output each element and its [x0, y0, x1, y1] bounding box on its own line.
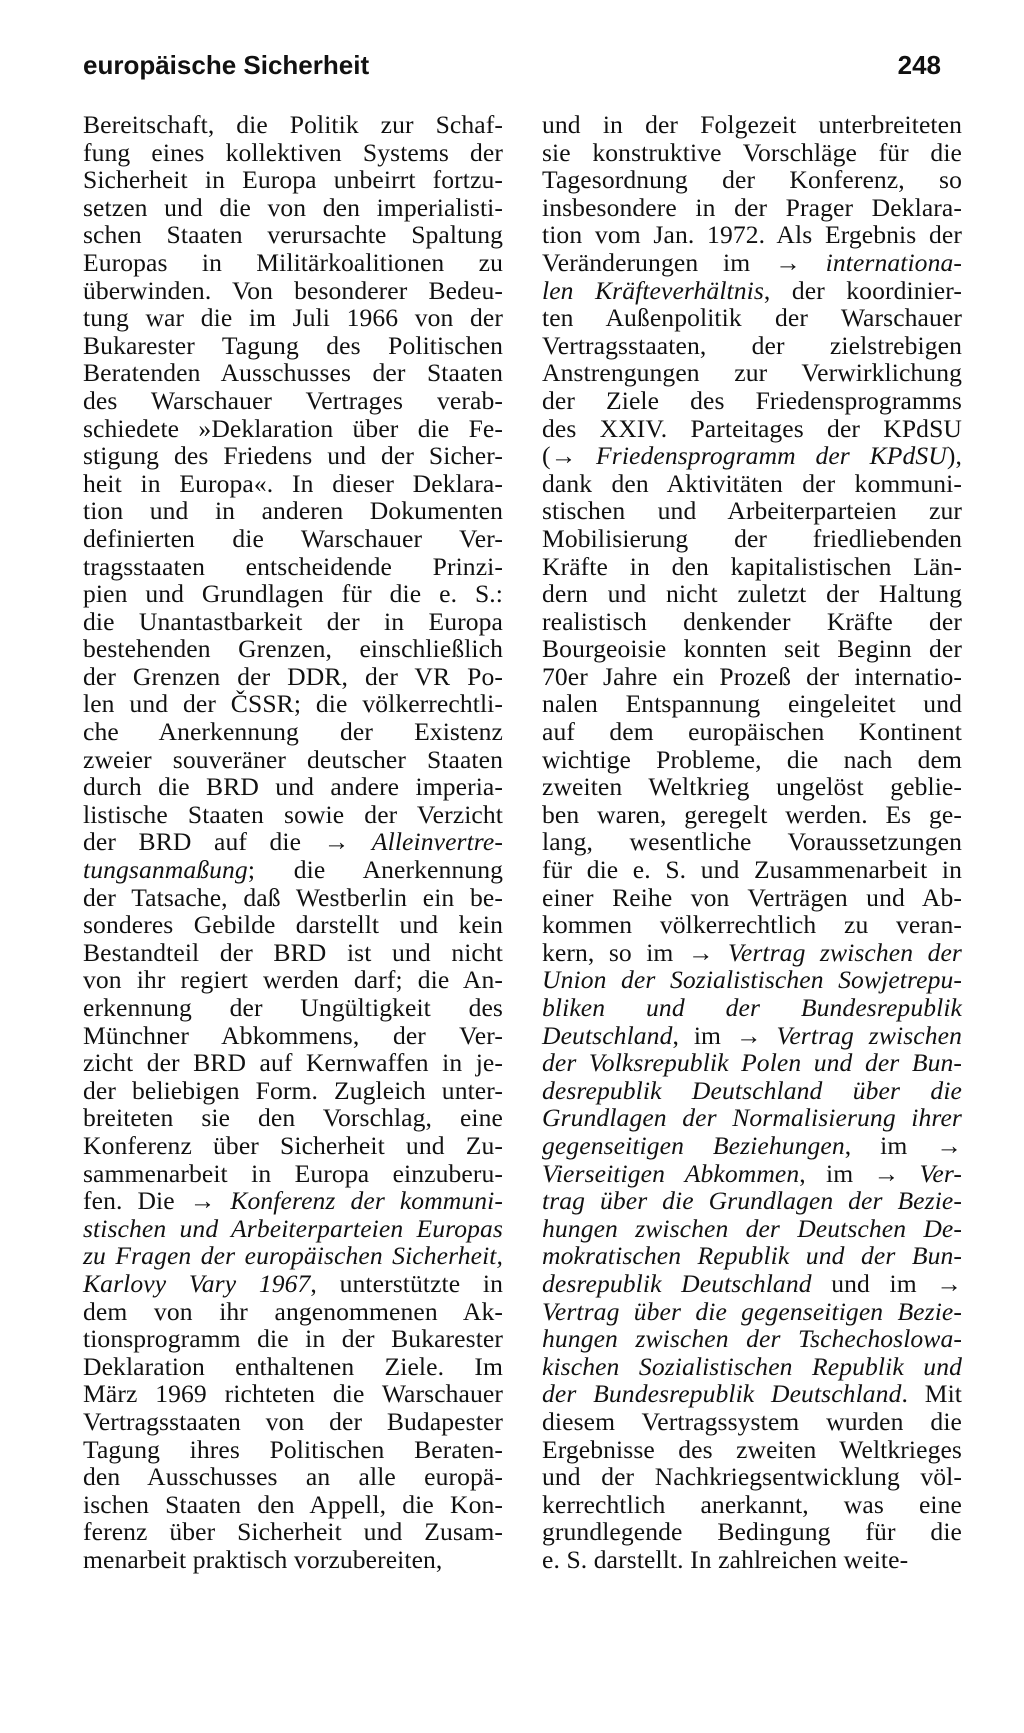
text-line [542, 470, 962, 498]
italic-reference: Deutschland [542, 1020, 673, 1050]
text-line [542, 580, 962, 608]
text-segment: Kräfte in den kapitalistischen Län- [542, 551, 962, 581]
text-segment: ; die Anerkennung [247, 855, 503, 885]
text-line [542, 1463, 962, 1491]
text-segment: realistisch denkender Kräfte der [542, 606, 962, 636]
text-segment: Konferenz über Sicherheit und Zu- [83, 1130, 503, 1160]
text-line [542, 1518, 962, 1546]
text-line [542, 1242, 962, 1270]
italic-reference: Union der Sozialistischen Sowjetrepu- [542, 965, 962, 995]
italic-reference: Ver- [919, 1158, 963, 1188]
text-line [542, 1104, 962, 1132]
text-line [83, 194, 503, 222]
text-line [83, 1022, 503, 1050]
text-line [542, 1077, 962, 1105]
text-segment: e. S. darstellt. In zahlreichen weite- [542, 1544, 909, 1574]
italic-reference: Vertrag zwischen der [728, 937, 962, 967]
text-line [83, 1325, 503, 1353]
italic-reference: der Volksrepublik Polen und der Bun- [542, 1048, 962, 1078]
text-line [83, 580, 503, 608]
text-line [542, 1215, 962, 1243]
text-segment: , der koordinier- [763, 275, 962, 305]
text-segment: tionsprogramm die in der Bukarester [83, 1324, 503, 1354]
text-segment: Deklaration enthaltenen Ziele. Im [83, 1351, 503, 1381]
italic-reference: stischen und Arbeiterparteien Europas [83, 1213, 503, 1243]
text-column-right [542, 111, 962, 1573]
text-line [542, 249, 962, 277]
text-segment: sie konstruktive Vorschläge für die [542, 137, 962, 167]
text-column-left [83, 111, 503, 1573]
text-segment: setzen und die von den imperialisti- [83, 192, 503, 222]
text-line [83, 553, 503, 581]
text-segment: März 1969 richteten die Warschauer [83, 1379, 503, 1409]
italic-reference: len Kräfteverhältnis [542, 275, 764, 305]
text-segment: , im → [799, 1158, 920, 1188]
text-line [83, 1077, 503, 1105]
text-segment: stigung des Friedens und der Sicher- [83, 441, 503, 471]
text-segment: dank den Aktivitäten der kommuni- [542, 468, 962, 498]
text-segment: und in der Folgezeit unterbreiteten [542, 110, 962, 139]
text-segment: dem von ihr angenommenen Ak- [83, 1296, 503, 1326]
text-segment: (→ [542, 441, 597, 471]
italic-reference: bliken und der Bundesrepublik [542, 993, 962, 1022]
text-line [83, 387, 503, 415]
text-segment: schen Staaten verursachte Spaltung [83, 220, 503, 250]
text-line [542, 553, 962, 581]
text-line [83, 166, 503, 194]
text-line [83, 1463, 503, 1491]
text-line [83, 718, 503, 746]
text-line [542, 415, 962, 443]
text-segment: Sicherheit in Europa unbeirrt fortzu- [83, 165, 503, 195]
text-line [542, 332, 962, 360]
text-line [542, 1049, 962, 1077]
text-segment: ischen Staaten den Appell, die Kon- [83, 1489, 503, 1519]
text-segment: Europas in Militärkoalitionen zu [83, 247, 503, 277]
text-line [542, 194, 962, 222]
italic-reference: Alleinvertre- [371, 827, 503, 857]
text-segment: pien und Grundlagen für die e. S.: [83, 579, 503, 609]
text-line [83, 277, 503, 305]
text-segment: Bourgeoisie konnten seit Beginn der [542, 634, 962, 664]
text-line [83, 1049, 503, 1077]
text-line [542, 442, 962, 470]
text-line [83, 690, 503, 718]
text-line [542, 387, 962, 415]
text-line [83, 249, 503, 277]
text-segment: kern, so im → [542, 937, 728, 967]
italic-reference: Vertrag über die gegenseitigen Bezie- [542, 1296, 962, 1326]
text-segment: insbesondere in der Prager Deklara- [542, 192, 962, 222]
text-segment: wichtige Probleme, die nach dem [542, 744, 962, 774]
text-line [83, 1132, 503, 1160]
text-segment: den Ausschusses an alle europä- [83, 1462, 503, 1492]
text-segment: Vertragsstaaten, der zielstrebigen [542, 330, 962, 360]
text-line [83, 911, 503, 939]
text-segment: von ihr regiert werden darf; die An- [83, 965, 503, 995]
text-segment: auf dem europäischen Kontinent [542, 717, 962, 747]
text-segment: Bukarester Tagung des Politischen [83, 330, 503, 360]
text-line [542, 608, 962, 636]
text-segment: des Warschauer Vertrages verab- [83, 385, 503, 415]
text-segment: tragsstaaten entscheidende Prinzi- [83, 551, 503, 581]
text-line [83, 359, 503, 387]
text-line [542, 1380, 962, 1408]
text-line [542, 166, 962, 194]
text-segment: grundlegende Bedingung für die [542, 1517, 962, 1547]
text-line [83, 1104, 503, 1132]
text-segment: und im → [811, 1268, 962, 1298]
page-number: 248 [897, 50, 941, 80]
text-line [83, 801, 503, 829]
italic-reference: kischen Sozialistischen Republik und [542, 1351, 962, 1381]
text-line [542, 635, 962, 663]
italic-reference: Konferenz der kommuni- [230, 1186, 503, 1216]
text-line [83, 966, 503, 994]
italic-reference: Friedensprogramm der KPdSU [596, 441, 947, 471]
text-line [542, 1022, 962, 1050]
text-segment: Münchner Abkommens, der Ver- [83, 1020, 503, 1050]
text-line [83, 773, 503, 801]
text-segment: tion und in anderen Dokumenten [83, 496, 503, 526]
text-line [542, 497, 962, 525]
text-line [83, 884, 503, 912]
text-segment: . Mit [901, 1379, 962, 1409]
text-segment: Bestandteil der BRD ist und nicht [83, 937, 503, 967]
text-line [83, 608, 503, 636]
text-line [542, 1325, 962, 1353]
text-segment: Veränderungen im → [542, 247, 826, 277]
text-line [542, 1491, 962, 1519]
text-line [83, 1270, 503, 1298]
text-line [542, 884, 962, 912]
text-segment: breiteten sie den Vorschlag, eine [83, 1103, 503, 1133]
text-segment: tion vom Jan. 1972. Als Ergebnis der [542, 220, 962, 250]
text-segment: Anstrengungen zur Verwirklichung [542, 358, 962, 388]
italic-reference: internationa- [825, 247, 962, 277]
text-line [542, 359, 962, 387]
text-line [542, 1270, 962, 1298]
italic-reference: trag über die Grundlagen der Bezie- [542, 1186, 962, 1216]
text-segment: Vertragsstaaten von der Budapester [83, 1406, 503, 1436]
text-line [83, 994, 503, 1022]
text-line [83, 746, 503, 774]
text-segment: ten Außenpolitik der Warschauer [542, 303, 962, 333]
text-line [542, 1353, 962, 1381]
text-line [542, 1408, 962, 1436]
text-segment: erkennung der Ungültigkeit des [83, 993, 503, 1022]
text-segment: schiedete »Deklaration über die Fe- [83, 413, 503, 443]
text-segment: der Tatsache, daß Westberlin ein be- [83, 882, 503, 912]
text-line [83, 497, 503, 525]
text-line [83, 139, 503, 167]
text-segment: und der Nachkriegsentwicklung völ- [542, 1462, 962, 1492]
text-segment: , im → [672, 1020, 777, 1050]
text-line [83, 939, 503, 967]
italic-reference: mokratischen Republik und der Bun- [542, 1241, 962, 1271]
text-segment: die Unantastbarkeit der in Europa [83, 606, 503, 636]
text-line [83, 1491, 503, 1519]
text-segment: kerrechtlich anerkannt, was eine [542, 1489, 962, 1519]
italic-reference: Karlovy Vary 1967 [83, 1268, 311, 1298]
text-line [83, 304, 503, 332]
text-segment: bestehenden Grenzen, einschließlich [83, 634, 503, 664]
text-line [542, 277, 962, 305]
italic-reference: desrepublik Deutschland [542, 1268, 812, 1298]
text-line [542, 801, 962, 829]
text-segment: Tagung ihres Politischen Beraten- [83, 1434, 503, 1464]
text-line [83, 111, 503, 139]
text-segment: definierten die Warschauer Ver- [83, 523, 503, 553]
text-line [83, 1215, 503, 1243]
text-line [542, 1132, 962, 1160]
running-title: europäische Sicherheit [83, 50, 370, 80]
text-line [83, 1160, 503, 1188]
text-segment: Beratenden Ausschusses der Staaten [83, 358, 503, 388]
text-line [83, 221, 503, 249]
text-segment: sammenarbeit in Europa einzuberu- [83, 1158, 503, 1188]
italic-reference: der Bundesrepublik Deutschland [542, 1379, 902, 1409]
text-segment: zweier souveräner deutscher Staaten [83, 744, 503, 774]
text-line [542, 746, 962, 774]
text-segment: Tagesordnung der Konferenz, so [542, 165, 962, 195]
text-segment: der beliebigen Form. Zugleich unter- [83, 1075, 503, 1105]
text-line [542, 139, 962, 167]
text-segment: che Anerkennung der Existenz [83, 717, 503, 747]
text-line [83, 1436, 503, 1464]
text-line [542, 994, 962, 1022]
text-segment: zicht der BRD auf Kernwaffen in je- [83, 1048, 503, 1078]
italic-reference: tungsanmaßung [83, 855, 248, 885]
text-line [83, 332, 503, 360]
text-line [542, 966, 962, 994]
text-line [83, 1408, 503, 1436]
text-segment: des XXIV. Parteitages der KPdSU [542, 413, 962, 443]
text-segment: sonderes Gebilde darstellt und kein [83, 910, 503, 940]
text-segment: , im → [844, 1130, 962, 1160]
italic-reference: Vierseitigen Abkommen [542, 1158, 800, 1188]
italic-reference: hungen zwischen der Tschechoslowa- [542, 1324, 962, 1354]
text-segment: ferenz über Sicherheit und Zusam- [83, 1517, 503, 1547]
text-line [542, 1436, 962, 1464]
text-segment: , unterstützte in [310, 1268, 503, 1298]
text-segment: Ergebnisse des zweiten Weltkrieges [542, 1434, 962, 1464]
italic-reference: zu Fragen der europäischen Sicherheit, [83, 1241, 503, 1271]
text-segment: len und der ČSSR; die völkerrechtli- [83, 689, 503, 719]
text-segment: zweiten Weltkrieg ungelöst geblie- [542, 772, 962, 802]
italic-reference: Vertrag zwischen [776, 1020, 963, 1050]
italic-reference: hungen zwischen der Deutschen De- [542, 1213, 962, 1243]
text-line [83, 442, 503, 470]
text-line [542, 773, 962, 801]
text-segment: menarbeit praktisch vorzubereiten, [83, 1544, 443, 1574]
text-segment: überwinden. Von besonderer Bedeu- [83, 275, 503, 305]
text-segment: fung eines kollektiven Systems der [83, 137, 503, 167]
text-segment: einer Reihe von Verträgen und Ab- [542, 882, 962, 912]
text-line [542, 1187, 962, 1215]
text-line [542, 718, 962, 746]
text-segment: durch die BRD und andere imperia- [83, 772, 503, 802]
text-segment: Mobilisierung der friedliebenden [542, 523, 962, 553]
text-segment: diesem Vertragssystem wurden die [542, 1406, 962, 1436]
text-line [542, 911, 962, 939]
text-line [83, 1298, 503, 1326]
text-line [83, 635, 503, 663]
text-line [542, 1160, 962, 1188]
text-line [542, 856, 962, 884]
text-line [542, 304, 962, 332]
italic-reference: Grundlagen der Normalisierung ihrer [542, 1103, 962, 1133]
text-segment: stischen und Arbeiterparteien zur [542, 496, 962, 526]
text-line [83, 470, 503, 498]
text-segment: der Ziele des Friedensprogramms [542, 385, 962, 415]
text-segment: nalen Entspannung eingeleitet und [542, 689, 962, 719]
italic-reference: gegenseitigen Beziehungen [542, 1130, 845, 1160]
text-segment: 70er Jahre ein Prozeß der internatio- [542, 661, 962, 691]
text-line [542, 690, 962, 718]
text-segment: ), [946, 441, 962, 471]
text-line [542, 1546, 962, 1574]
text-line [83, 1518, 503, 1546]
italic-reference: desrepublik Deutschland über die [542, 1075, 962, 1105]
text-line [83, 415, 503, 443]
text-line [542, 939, 962, 967]
text-line [542, 221, 962, 249]
text-line [83, 1242, 503, 1270]
text-segment: kommen völkerrechtlich zu veran- [542, 910, 962, 940]
text-line [542, 663, 962, 691]
text-line [83, 1353, 503, 1381]
text-segment: der BRD auf die → [83, 827, 372, 857]
text-segment: der Grenzen der DDR, der VR Po- [83, 661, 503, 691]
text-segment: fen. Die → [83, 1186, 231, 1216]
text-line [542, 1298, 962, 1326]
text-line [542, 828, 962, 856]
text-segment: ben waren, geregelt werden. Es ge- [542, 799, 962, 829]
text-line [83, 663, 503, 691]
text-line [83, 1380, 503, 1408]
text-line [542, 111, 962, 139]
text-segment: tung war die im Juli 1966 von der [83, 303, 503, 333]
text-line [83, 1546, 503, 1574]
text-segment: lang, wesentliche Voraussetzungen [542, 827, 962, 857]
page-header [83, 50, 941, 90]
text-line [83, 856, 503, 884]
text-segment: für die e. S. und Zusammenarbeit in [542, 855, 962, 885]
text-segment: listische Staaten sowie der Verzicht [83, 799, 503, 829]
text-segment: heit in Europa«. In dieser Deklara- [83, 468, 503, 498]
text-segment: Bereitschaft, die Politik zur Schaf- [83, 110, 503, 139]
text-line [83, 1187, 503, 1215]
text-segment: dern und nicht zuletzt der Haltung [542, 579, 962, 609]
text-line [83, 525, 503, 553]
text-line [83, 828, 503, 856]
text-line [542, 525, 962, 553]
